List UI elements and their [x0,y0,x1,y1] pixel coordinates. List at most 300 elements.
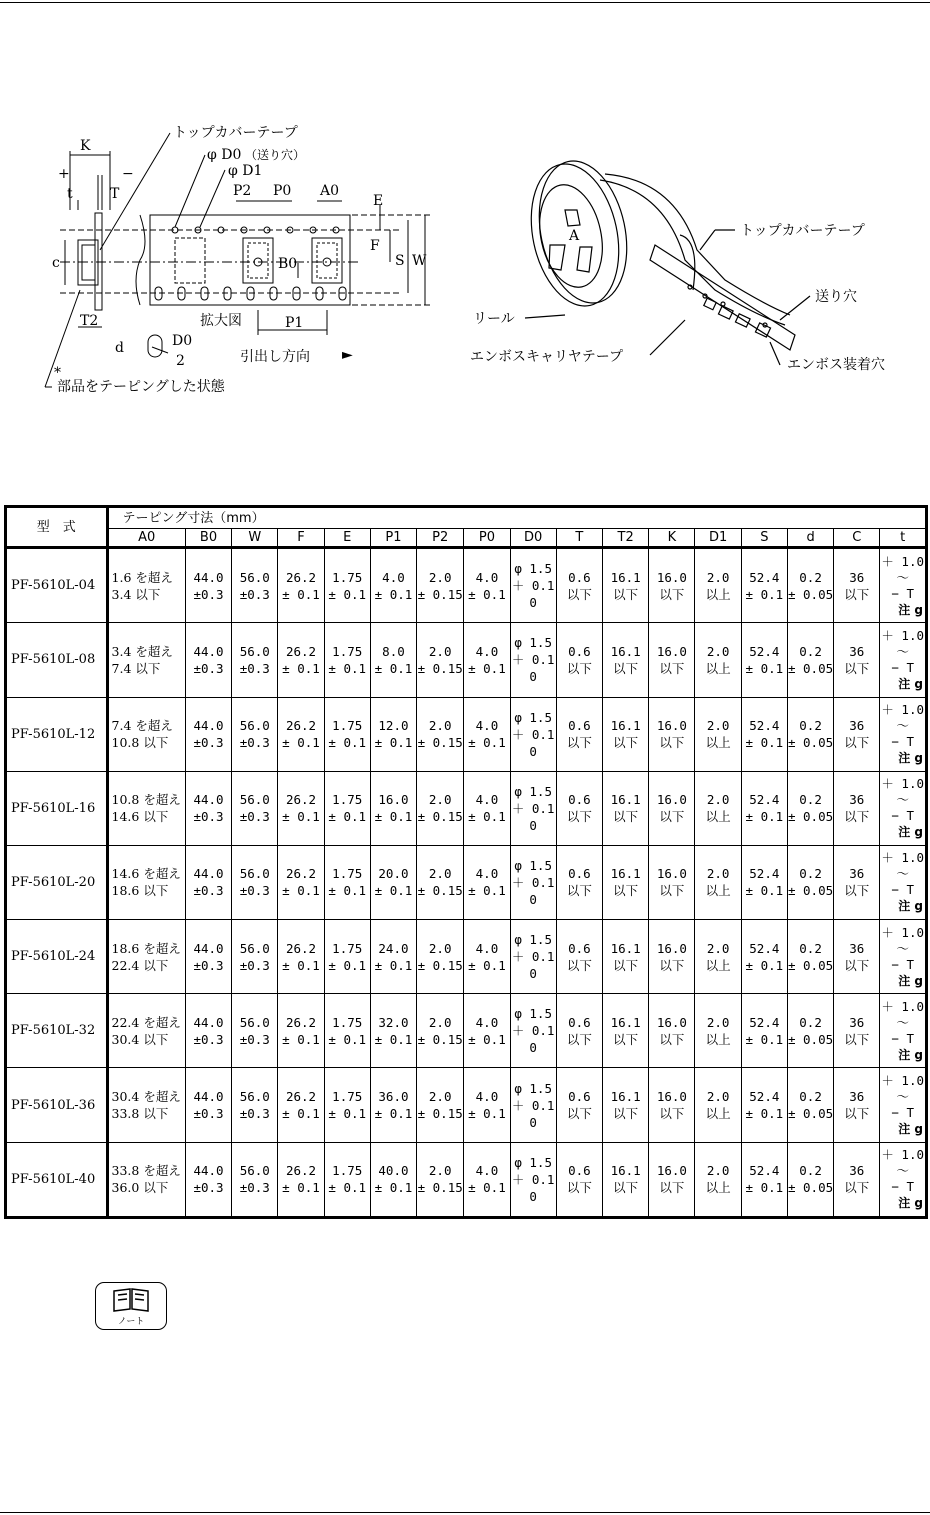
table-cell [510,1142,556,1217]
cell-line: 2.0 [706,940,730,956]
cell-line: ± 0.05 [787,883,834,899]
cell-line: ± 0.1 [468,809,506,825]
table-cell [880,548,927,623]
table-cell [834,1068,880,1142]
table-cell [741,845,787,919]
cell-line: 16.0 [656,1163,687,1179]
cell-line: 以下 [613,883,639,899]
col-header-s: S [741,529,787,548]
cell-line: 1.75 [332,569,363,585]
cell-line: 16.0 [656,718,687,734]
label-F: F [370,238,380,254]
table-row [6,697,927,771]
table-cell [556,920,602,994]
cell-line: 0.2 [799,1014,822,1030]
col-header-p2: P2 [417,529,464,548]
cell-line: 30.4 を超え [111,1089,181,1105]
cell-line: 36 [849,1014,865,1030]
table-cell [787,548,833,623]
cell-line: ＋ 1.0 [881,998,925,1014]
table-cell [464,623,510,697]
cell-line: 以上 [705,660,731,676]
label-P2: P2 [233,183,252,199]
table-cell [834,845,880,919]
cell-line: 33.8 を超え [111,1163,181,1179]
cell-line: 以下 [566,735,592,751]
cell-line: 0.6 [568,940,591,956]
table-cell [370,623,416,697]
cell-line: ±0.3 [193,809,224,825]
cell-line: ＋ 0.1 [511,1097,555,1113]
reel-illustration [465,150,925,380]
cell-line: PF-5610L-24 [11,949,96,965]
book-icon [96,1283,166,1315]
table-cell [464,697,510,771]
cell-line: ＋ 1.0 [881,924,925,940]
cell-line: 36 [849,1163,865,1179]
table-cell [464,1142,510,1217]
cell-line: ± 0.1 [468,1106,506,1122]
cell-line: 0.2 [799,940,822,956]
cell-line: 注 g [898,825,923,840]
table-cell [880,771,927,845]
cell-line: 以下 [566,1031,592,1047]
cell-line: ± 0.1 [468,1031,506,1047]
cell-line: 26.2 [285,1163,317,1179]
cell-line: ±0.3 [239,1106,270,1122]
cell-line: ± 0.15 [417,1106,463,1122]
table-cell [464,994,510,1068]
cell-line: ± 0.1 [745,660,784,676]
table-cell [278,1068,324,1142]
table-cell [232,920,278,994]
cell-line: 4.0 [475,643,499,659]
cell-line: ± 0.1 [328,883,367,899]
cell-line: 0.2 [799,866,822,882]
table-cell [603,771,649,845]
cell-line: ±0.3 [239,735,270,751]
cell-line: 以上 [705,1180,731,1196]
cell-line: 2.0 [706,866,730,882]
table-cell [556,548,602,623]
table-cell [278,845,324,919]
cell-line: ± 0.1 [328,1031,367,1047]
cell-line: 4.0 [475,940,499,956]
table-cell [510,623,556,697]
table-cell [185,697,231,771]
table-cell [787,845,833,919]
table-cell [556,994,602,1068]
table-cell [232,697,278,771]
cell-line: 0.2 [799,1163,822,1179]
cell-line: 4.0 [382,569,405,585]
cell-line: ± 0.1 [328,809,367,825]
table-cell [556,771,602,845]
direction-arrow-icon: ► [342,347,353,363]
cell-line: ± 0.1 [374,883,413,899]
label-B0: B0 [278,256,298,272]
label-T2: T2 [80,313,99,329]
table-cell [741,548,787,623]
cell-line: ± 0.05 [787,735,834,751]
table-cell [370,845,416,919]
cell-line: PF-5610L-20 [11,874,96,890]
table-cell [510,920,556,994]
cell-line: 26.2 [285,718,317,734]
cell-line: ± 0.1 [468,735,506,751]
table-cell [880,845,927,919]
cell-line: 1.75 [332,792,363,808]
label-c: c [52,255,60,271]
cell-line: φ 1.5 [514,561,552,577]
cell-line: ± 0.05 [787,957,834,973]
table-cell [510,994,556,1068]
col-header-k: K [649,529,695,548]
cell-line: 0 [529,966,537,982]
table-cell [556,623,602,697]
cell-line: 以下 [613,809,639,825]
table-row [6,623,927,697]
cell-line: ± 0.15 [417,957,463,973]
cell-line: 以下 [844,1180,870,1196]
cell-line: 7.4 を超え [111,718,173,734]
cell-line: 0.6 [568,866,591,882]
cell-line: 以上 [705,809,731,825]
cell-line: ± 0.1 [468,1180,506,1196]
cell-line: 36.0 以下 [111,1180,169,1196]
cell-line: 52.4 [749,866,780,882]
cell-line: ± 0.1 [374,809,413,825]
table-cell [6,548,108,623]
cell-line: ± 0.1 [328,586,367,602]
table-cell [232,845,278,919]
table-cell [278,771,324,845]
label-minus: − [122,166,134,182]
cell-line: 2.0 [428,1163,452,1179]
cell-line: 16.1 [610,1163,641,1179]
table-cell [107,623,185,697]
table-cell [417,994,464,1068]
cell-line: 40.0 [378,1163,409,1179]
cell-line: ＋ 0.1 [511,949,555,965]
cell-line: 以下 [844,586,870,602]
cell-line: 注 g [898,899,923,914]
cell-line: 56.0 [239,1089,270,1105]
cell-line: ± 0.15 [417,1180,463,1196]
cell-line: ± 0.1 [282,809,320,825]
table-cell [741,771,787,845]
table-cell [185,771,231,845]
table-cell [695,845,741,919]
cell-line: 22.4 以下 [111,957,169,973]
table-cell [185,548,231,623]
cell-line: 1.75 [332,940,363,956]
cell-line: 〜 [896,718,909,734]
cell-line: 24.0 [378,940,409,956]
table-cell [834,994,880,1068]
cell-line: ±0.3 [239,809,270,825]
table-cell [107,845,185,919]
col-header-t: t [880,529,927,548]
table-cell [232,623,278,697]
table-cell [6,845,108,919]
cell-line: ±0.3 [193,735,224,751]
cell-line: ± 0.1 [745,1031,784,1047]
cell-line: ＋ 0.1 [511,578,555,594]
cell-line: 14.6 を超え [111,866,181,882]
cell-line: ＋ 1.0 [881,627,925,643]
cell-line: ± 0.1 [328,735,367,751]
cell-line: 以下 [613,735,639,751]
cell-line: 以下 [566,957,592,973]
cell-line: 33.8 以下 [111,1106,169,1122]
cell-line: φ 1.5 [514,635,552,651]
cell-line: 36 [849,940,865,956]
col-header-d: d [787,529,833,548]
cell-line: 2.0 [706,1014,730,1030]
cell-line: 44.0 [193,940,224,956]
cell-line: 26.2 [285,792,317,808]
cell-line: ＋ 1.0 [881,702,925,718]
cell-line: 以下 [613,957,639,973]
label-top-cover-tape-reel: トップカバーテープ [740,223,865,239]
cell-line: 52.4 [749,718,780,734]
cell-line: ± 0.15 [417,660,463,676]
cell-line: ±0.3 [239,660,270,676]
cell-line: 0 [529,817,537,833]
cell-line: 0 [529,743,537,759]
cell-line: 0 [529,1188,537,1204]
cell-line: 16.0 [656,1089,687,1105]
table-row [6,1142,927,1217]
table-cell [464,771,510,845]
label-reel: リール [473,311,515,327]
cell-line: 注 g [898,676,923,691]
cell-line: 56.0 [239,866,270,882]
table-cell [185,845,231,919]
cell-line: φ 1.5 [514,709,552,725]
cell-line: 以下 [659,660,685,676]
col-header-c: C [834,529,880,548]
bottom-rule [0,1512,930,1513]
cell-line: 0.2 [799,718,822,734]
label-asterisk: * [54,365,61,381]
col-header-b0: B0 [185,529,231,548]
cell-line: φ 1.5 [514,1006,552,1022]
table-cell [185,1068,231,1142]
cell-line: 2.0 [428,643,452,659]
cell-line: 以下 [613,1106,639,1122]
cell-line: ± 0.1 [468,957,506,973]
cell-line: 3.4 以下 [111,586,161,602]
cell-line: 44.0 [193,718,224,734]
cell-line: 36.0 [378,1089,409,1105]
table-cell [649,994,695,1068]
table-cell [695,623,741,697]
table-cell [6,623,108,697]
cell-line: PF-5610L-36 [11,1097,96,1113]
cell-line: 44.0 [193,792,224,808]
table-cell [880,623,927,697]
cell-line: 0 [529,1040,537,1056]
cell-line: 注 g [898,973,923,988]
cell-line: ＋ 0.1 [511,652,555,668]
cell-line: 36 [849,718,865,734]
table-cell [464,1068,510,1142]
cell-line: ±0.3 [239,1180,270,1196]
table-cell [510,548,556,623]
table-cell [741,1068,787,1142]
cell-line: 2.0 [706,1163,730,1179]
table-cell [370,1068,416,1142]
cell-line: ± 0.1 [328,1180,367,1196]
cell-line: 以下 [566,586,592,602]
table-cell [324,920,370,994]
cell-line: ± 0.15 [417,809,463,825]
cell-line: 以下 [613,1180,639,1196]
table-cell [232,1142,278,1217]
table-cell [695,920,741,994]
cell-line: 52.4 [749,792,780,808]
note-label: ノート [117,1317,145,1327]
cell-line: 1.75 [332,643,363,659]
cell-line: 16.0 [656,866,687,882]
cell-line: PF-5610L-32 [11,1023,96,1039]
table-cell [232,1068,278,1142]
table-cell [278,548,324,623]
cell-line: ±0.3 [239,1031,270,1047]
cell-line: ± 0.05 [787,1031,834,1047]
taping-dimension-table [4,505,928,1219]
cell-line: 〜 [896,643,909,659]
cell-line: 以下 [844,1106,870,1122]
cell-line: 以下 [844,660,870,676]
cell-line: 0 [529,1114,537,1130]
cell-line: ＋ 1.0 [881,553,925,569]
table-cell [695,697,741,771]
label-E: E [373,193,384,209]
cell-line: 16.0 [378,792,409,808]
cell-line: ± 0.1 [468,586,506,602]
cell-line: 10.8 以下 [111,735,169,751]
cell-line: 2.0 [428,718,452,734]
cell-line: 7.4 以下 [111,660,161,676]
table-cell [787,623,833,697]
cell-line: 2.0 [428,569,452,585]
table-cell [556,1068,602,1142]
cell-line: 0 [529,595,537,611]
cell-line: 44.0 [193,1089,224,1105]
cell-line: 52.4 [749,1163,780,1179]
table-cell [278,697,324,771]
cell-line: 56.0 [239,1014,270,1030]
cell-line: 12.0 [378,718,409,734]
table-cell [464,845,510,919]
table-cell [834,697,880,771]
table-cell [880,920,927,994]
table-cell [324,845,370,919]
cell-line: ± 0.1 [374,1180,413,1196]
cell-line: ± 0.1 [745,1106,784,1122]
cell-line: 2.0 [706,643,730,659]
label-K: K [80,138,91,154]
table-cell [834,1142,880,1217]
cell-line: − T [891,734,914,750]
cell-line: ± 0.1 [282,1106,320,1122]
cell-line: 以下 [659,1031,685,1047]
table-cell [649,1068,695,1142]
cell-line: 16.0 [656,940,687,956]
cell-line: 0.6 [568,569,591,585]
table-cell [741,697,787,771]
cell-line: 0 [529,669,537,685]
cell-line: 注 g [898,602,923,617]
cell-line: ± 0.1 [745,586,784,602]
cell-line: 4.0 [475,866,499,882]
cell-line: ＋ 0.1 [511,726,555,742]
cell-line: 4.0 [475,569,499,585]
cell-line: − T [891,1030,914,1046]
cell-line: 以下 [844,883,870,899]
cell-line: ± 0.05 [787,660,834,676]
cell-line: 0.6 [568,643,591,659]
table-cell [787,697,833,771]
cell-line: 16.0 [656,643,687,659]
cell-line: ±0.3 [193,957,224,973]
table-row [6,1068,927,1142]
table-row [6,920,927,994]
cell-line: PF-5610L-12 [11,726,96,742]
cell-line: 0.6 [568,1089,591,1105]
cell-line: 18.6 以下 [111,883,169,899]
reel-letter: A [569,228,580,244]
col-header-e: E [324,529,370,548]
table-cell [417,623,464,697]
table-cell [649,845,695,919]
table-cell [741,623,787,697]
table-cell [603,1068,649,1142]
cell-line: 以上 [705,957,731,973]
table-cell [232,548,278,623]
cell-line: 注 g [898,1047,923,1062]
table-cell [107,994,185,1068]
cell-line: 56.0 [239,569,270,585]
table-cell [834,623,880,697]
label-feed-hole-note: （送り穴） [245,148,306,162]
table-cell [603,845,649,919]
cell-line: − T [891,585,914,601]
table-cell [6,1068,108,1142]
cell-line: ± 0.1 [282,957,320,973]
cell-line: 52.4 [749,643,780,659]
cell-line: 16.0 [656,1014,687,1030]
cell-line: 以下 [659,883,685,899]
table-cell [603,697,649,771]
cell-line: 36 [849,569,865,585]
cell-line: 2.0 [706,718,730,734]
cell-line: 16.1 [610,569,641,585]
table-cell [278,623,324,697]
cell-line: 以上 [705,883,731,899]
cell-line: ＋ 0.1 [511,1023,555,1039]
cell-line: 52.4 [749,940,780,956]
cell-line: 以下 [659,957,685,973]
cell-line: 0.6 [568,792,591,808]
table-cell [6,771,108,845]
table-cell [787,1142,833,1217]
cell-line: 0.6 [568,1014,591,1030]
cell-line: ±0.3 [239,883,270,899]
